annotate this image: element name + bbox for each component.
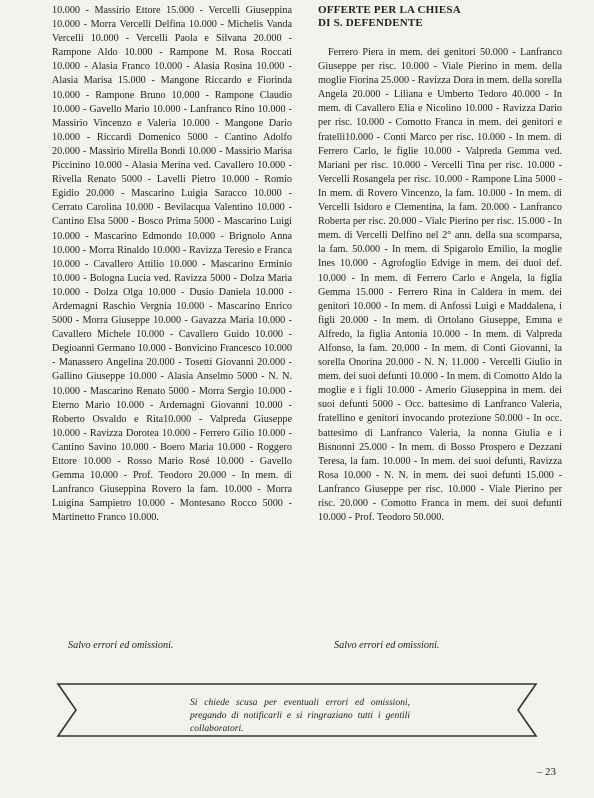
right-column-footer: Salvo errori ed omissioni. [334,640,440,651]
section-title [318,4,562,30]
page-number: – 23 [536,766,556,778]
section-title-line2: DI S. DEFENDENTE [318,17,423,29]
section-title-line1: OFFERTE PER LA CHIESA [318,4,461,16]
left-column-footer: Salvo errori ed omissioni. [68,640,174,651]
banner-text: Si chiede scusa per eventuali errori ed omissioni, pregando di notificarli e si ringraziano tutti i gentili collaboratori. [190,697,410,734]
donations-left-column [52,4,292,525]
donations-right-column [318,4,562,525]
right-column-text: Ferrero Piera in mem. dei genitori 50.000 - Lanfranco Giuseppe per risc. 10.000 - Viale Pierino in mem. della moglie Fiorina 25.000 - Ravizza Dora in mem. della sorella Angela 20.000 - Liliana e Umberto Tedoro 40.000 - In mem. di Cavallero Elia e Nicolino 10.000 - Ravizza Dario per risc. 10.000 - Comotto Franca in mem. dei genitori e fratelli10.000 - Conti Marco per risc. 10.000 - In mem. di Ferrero Carlo, le figlie 10.000 - Valpreda Gemma ved. Mariani per risc. 10.000 - Vercelli Tina per risc. 10.000 - Vercelli Rosangela per risc. 10.000 - Rampone Lina 5000 - In mem. di Rovero Vincenzo, la fam. 10.000 - In mem. di Vercelli Isidoro e Clementina, la fam. 20.000 - Lanfranco Roberta per risc. 20.000 - Vialc Pierino per risc. 15.000 - In mem. di Vercelli Delfino nel 2° ann. della sua scomparsa, la fam. 50.000 - In mem. di Spigarolo Emilio, la moglie Ines 10.000 - Agrofoglio Edvige in mem. dei duoi def. 10.000 - In mem. di Ferrero Carlo e Angela, la figlia Gemma 15.000 - Ferrero Rina in Caldera in mem. dei genitori 10.000 - In mem. di Anfossi Luigi e Maddalena, i figli 20.000 - In mem. di Ortolano Giuseppe, Emma e Alfredo, la figlia Antonia 10.000 - In mem. di Valpreda Alfonso, la fam. 20.000 - In mem. di Conti Giovanni, la sorella Onorina 20.000 - N. N. 11.000 - Vercelli Giulio in mem. dei suoi defunti 10.000 - In mem. di Comotto Aldo la moglie e i figli 10.000 - Amerio Giuseppina in mem. dei suoi defunti 5000 - Occ. battesimo di Lanfranco Valeria, fratellino e genitori invocando protezione 50.000 - In occ. battesimo di Lanfranco Valeria, la nonna Giulia e i Bisnonni 25.000 - In mem. di Bosso Prospero e Dezzani Teresa, la fam. 10.000 - In mem. dei suoi defunti, Ravizza Rosa 10.000 - N. N. in mem. dei suoi defunti 15.000 - Lanfranco Giuseppe per risc. 10.000 - Viale Pierino per risc. 20.000 - Comotto Franca in mem. dei suoi defunti 10.000 - Prof. Teodoro 50.000. [318,47,562,524]
left-column-text: 10.000 - Massirio Ettore 15.000 - Vercelli Giuseppina 10.000 - Morra Vercelli Delfina 10.000 - Michelis Vanda Vercelli 10.000 - Vercelli Paola e Silvana 20.000 - Rampone Aldo 10.000 - Rampone M. Rosa Roccati 10.000 - Alasia Franco 10.000 - Alasia Rosina 10.000 - Alasia Marisa 15.000 - Mangone Riccardo e Fiorinda 10.000 - Rampone Bruno 10.000 - Rampone Claudio 10.000 - Gavello Mario 10.000 - Lanfranco Rino 10.000 - Massirio Vincenzo e Valeria 10.000 - Mangone Dario 10.000 - Riccardi Domenico 5000 - Cantino Adolfo 20.000 - Massirio Mirella Bondi 10.000 - Massirio Marisa Piccinino 10.000 - Alasia Merina ved. Cavallero 10.000 - Rivella Renato 5000 - Lavelli Pietro 10.000 - Romio Egidio 20.000 - Mascarino Luigia Saracco 10.000 - Cerrato Carolina 10.000 - Bevilacqua Valentino 10.000 - Cantino Elsa 5000 - Bosco Prima 5000 - Mascarino Luigi 10.000 - Mascarino Edmondo 10.000 - Brignolo Anna 10.000 - Morra Rinaldo 10.000 - Ravizza Teresio e Franca 10.000 - Cavallero Attilio 10.000 - Mascarino Erminio 10.000 - Bologna Lucia ved. Ravizza 5000 - Dolza Maria 10.000 - Dolza Olga 10.000 - Dusio Daniela 10.000 - Ardemagni Raschio Vergnia 10.000 - Mascarino Enrico 5000 - Morra Giuseppe 10.000 - Gavazza Maria 10.000 - Cavallero Michele 10.000 - Cavallero Guido 10.000 - Degioanni Germano 10.000 - Bonvicino Francesco 10.000 - Manassero Angelina 20.000 - Tosetti Giovanni 20.000 - Gallino Giuseppe 10.000 - Alasia Anselmo 5000 - N. N. 10.000 - Mascarino Renato 5000 - Morra Sergio 10.000 - Eterno Mario 10.000 - Ardemagni Giovanni 10.000 - Roberto Osvaldo e Rita10.000 - Valpreda Giuseppe 10.000 - Ravizza Dorotea 10.000 - Ferrero Gilio 10.000 - Cantino Savino 10.000 - Boero Maria 10.000 - Roggero Ettore 10.000 - Rosso Mario Rosé 10.000 - Gavello Gemma 10.000 - Prof. Teodoro 20.000 - In mem. di Lanfranco Giuseppina Rovero la fam. 10.000 - Morra Luigina Sampietro 10.000 - Montesano Rocco 5000 - Martinetto Franco 10.000. [52,5,292,524]
